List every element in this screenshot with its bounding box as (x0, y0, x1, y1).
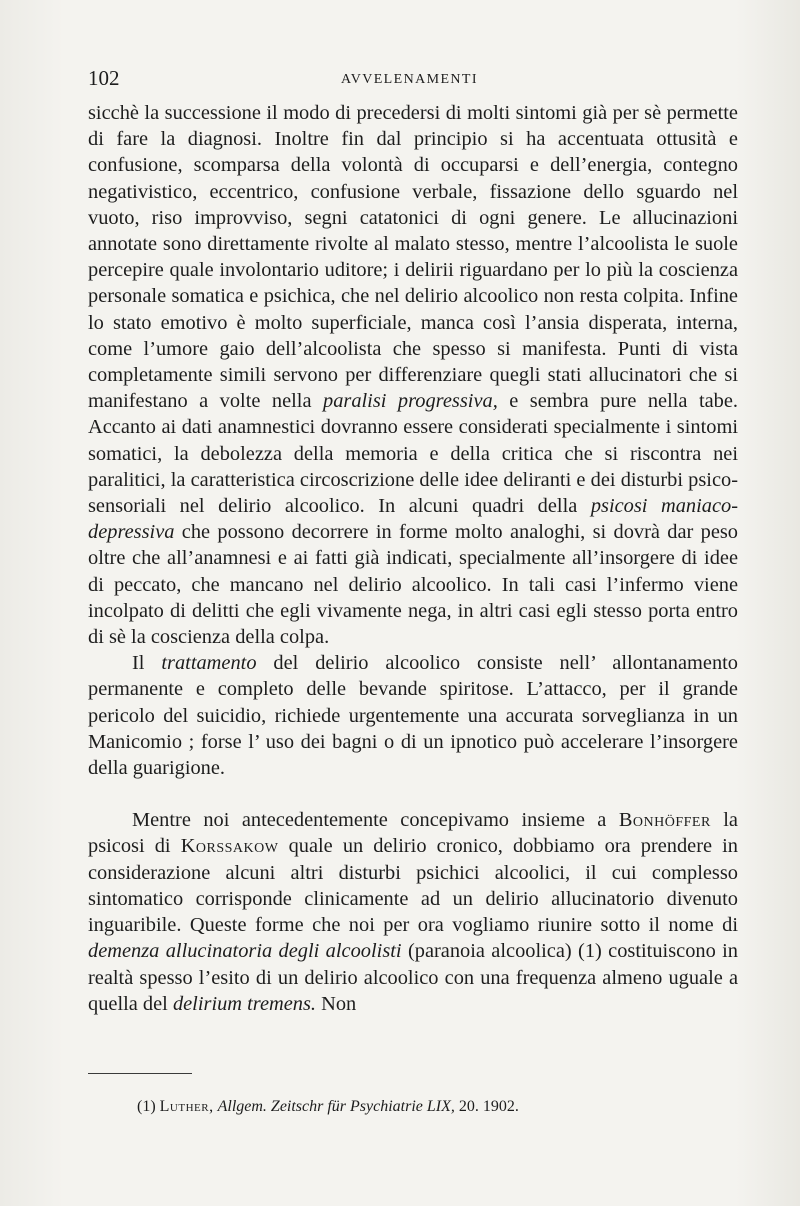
text-run: (paranoia alcoolica) (1) costituiscono in realtà spesso l’esito di un delirio alcoolico con una frequenza almeno uguale a quella del (88, 940, 739, 1015)
footnote-author: Luther, (159, 1098, 214, 1115)
text-run: sicchè la successione il modo di precedersi di molti sintomi già per sè permette di fare la diagnosi. Inoltre fin dal principio si ha accentuata ottusità e confusione, scomparsa della volontà di occuparsi e dell’energia, contegno negativistico, eccentrico, confusione verbale, fissazione dello sguardo nel vuoto, riso improvviso, segni catatonici di ogni genere. Le allucinazioni annotate sono direttamente rivolte al malato stesso, mentre l’alcoolista le suole percepire quale involontario uditore; i delirii riguardano per lo più la coscienza personale somatica e psichica, che nel delirio alcoolico non resta colpita. Infine lo stato emotivo è molto superficiale, manca così l’ansia disperata, interna, come l’umore gaio dell’alcoolista che spesso si manifesta. Punti di vista completamente simili servono per differenziare quegli stati allucinatori che si manifestano a volte nella (88, 102, 738, 413)
footnote-marker: (1) (137, 1098, 160, 1115)
author-name: Korssakow (180, 835, 279, 858)
paragraph-1 (88, 100, 738, 650)
text-run: e sembra pure nella tabe. Accanto ai dati anamnestici dovranno essere considerati specialmente i sintomi somatici, la debolezza della memoria e della critica che si riscontra nei paralitici, la caratteristica circoscrizione delle idee deliranti e dei disturbi psico-sensoriali nel delirio alcoolico. In alcuni quadri della (88, 390, 739, 518)
italic-term: paralisi progressiva, (323, 390, 498, 413)
footnote (137, 1097, 519, 1117)
italic-term: trattamento (161, 652, 257, 675)
text-run: Il (132, 652, 162, 675)
page-header (88, 66, 738, 92)
italic-term: demenza allucinatoria degli alcoolisti (88, 940, 402, 963)
footnote-divider (88, 1073, 192, 1074)
text-run: che possono decorrere in forme molto analoghi, si dovrà dar peso oltre che all’anamnesi e ai fatti già indicati, specialmente all’insorgere di idee di peccato, che mancano nel delirio alcoolico. In tali casi l’infermo viene incolpato di delitti che egli vivamente nega, in altri casi egli stesso porta entro di sè la coscienza della colpa. (88, 521, 738, 649)
paragraph-3 (88, 807, 738, 1017)
text-run: quale un delirio cronico, dobbiamo ora prendere in considerazione alcuni altri disturbi psichici alcoolici, il cui complesso sintomatico corrisponde clinicamente ad un delirio allucinatorio divenuto inguaribile. Queste forme che noi per ora vogliamo riunire sotto il nome di (88, 835, 738, 937)
footnote-reference: 20. 1902. (454, 1098, 519, 1115)
text-run: la psicosi di (88, 809, 738, 858)
page-number: 102 (88, 66, 120, 90)
footnote-citation: Allgem. Zeitschr für Psychiatrie LIX, (217, 1098, 455, 1115)
italic-term: psicosi maniaco-depressiva (88, 495, 738, 544)
running-head: AVVELENAMENTI (341, 72, 478, 87)
italic-term: delirium tremens. (172, 992, 317, 1015)
author-name: Bonhöffer (618, 809, 711, 832)
text-run: Non (316, 992, 357, 1015)
text-run: del delirio alcoolico consiste nell’ allontanamento permanente e completo delle bevande spiritose. L’attacco, per il grande pericolo del suicidio, richiede urgentemente una accurata sorveglianza in un Manicomio ; forse l’ uso dei bagni o di un ipnotico può accelerare l’insorgere della guarigione. (88, 652, 738, 780)
body-text (88, 100, 738, 1017)
text-run: Mentre noi antecedentemente concepivamo insieme a (132, 809, 619, 832)
paragraph-2 (88, 650, 738, 781)
